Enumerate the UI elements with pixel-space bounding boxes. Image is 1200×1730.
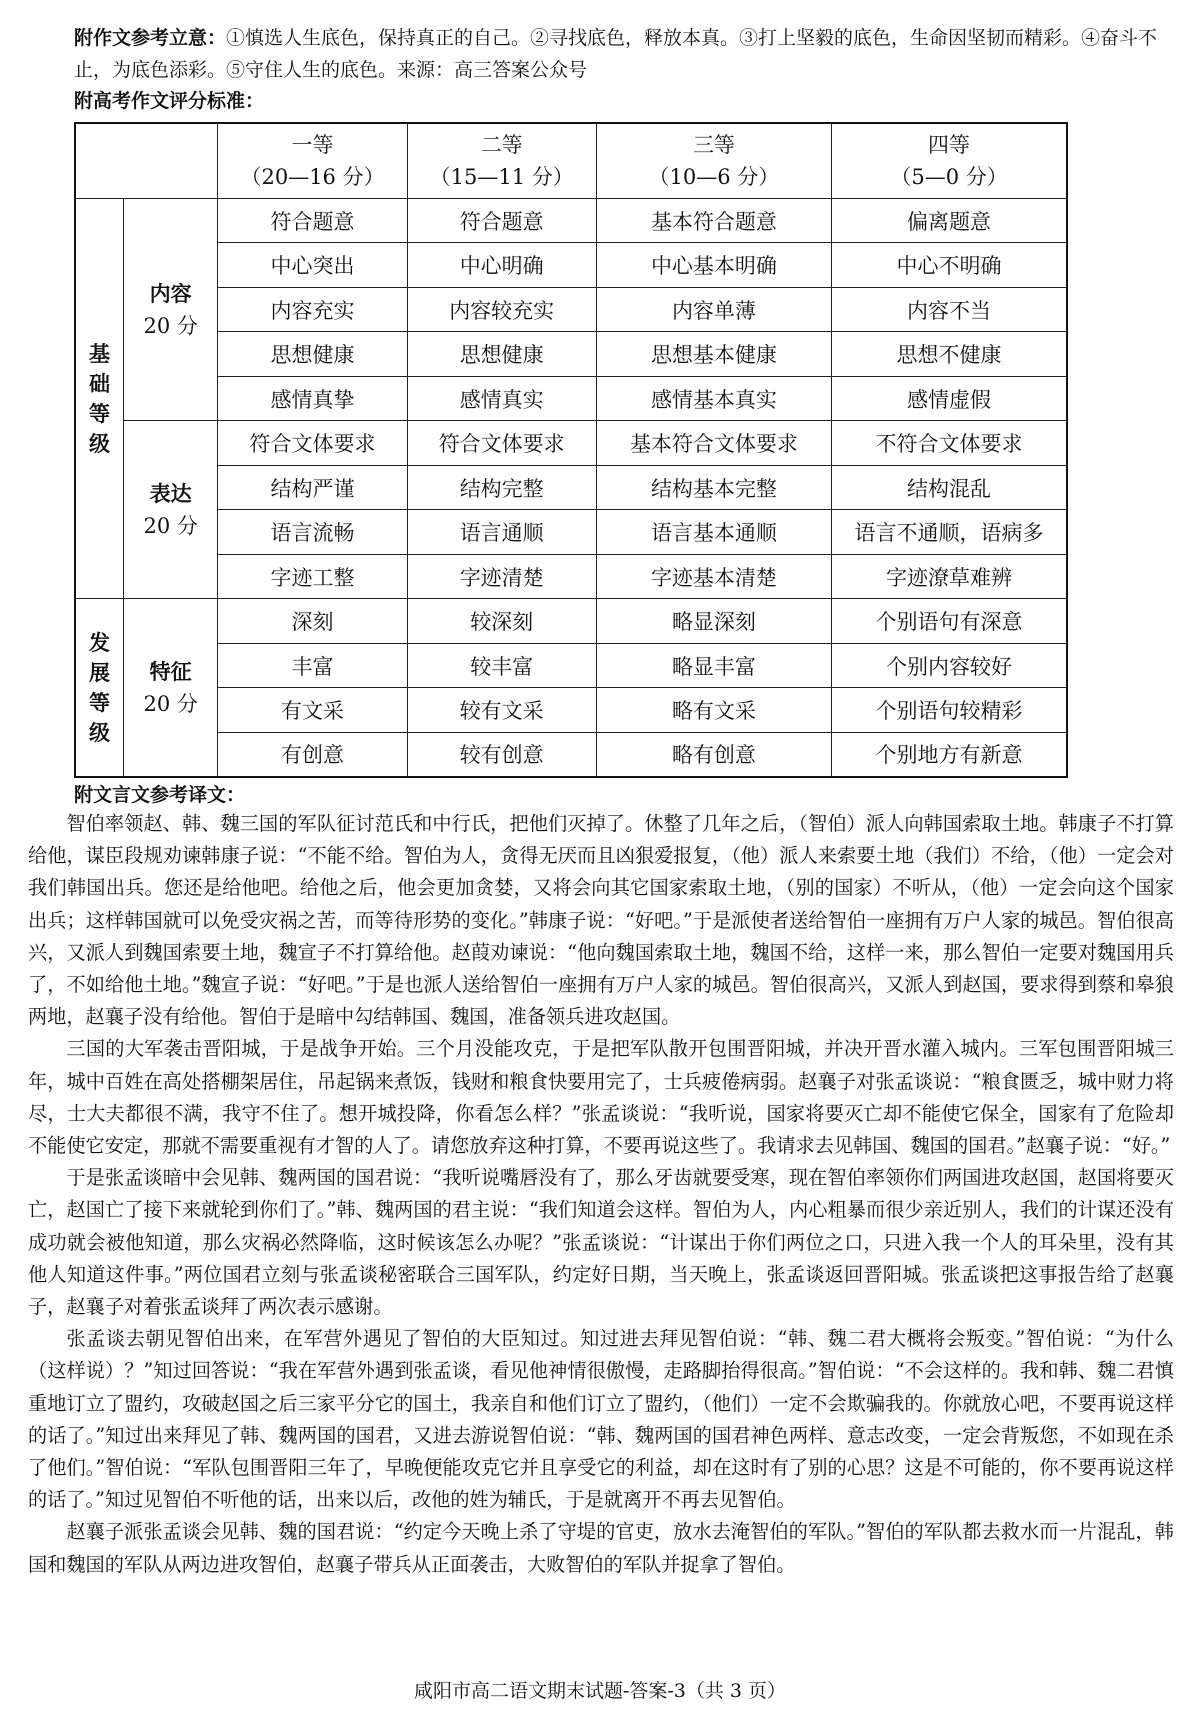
rubric-row [75, 198, 1067, 243]
criterion-cell: 语言流畅 [218, 510, 407, 555]
criterion-cell: 内容不当 [832, 287, 1067, 332]
rubric-row [75, 510, 1067, 555]
criterion-cell: 思想健康 [218, 332, 407, 377]
translation-paragraph: 张孟谈去朝见智伯出来，在军营外遇见了智伯的大臣知过。知过进去拜见智伯说：“韩、魏二君大概将会叛变。”智伯说：“为什么（这样说）？”知过回答说：“我在军营外遇到张孟谈，看见他神情很傲慢，走路脚抬得很高。”智伯说：“不会这样的。我和韩、魏二君慎重地订立了盟约，攻破赵国之后三家平分它的国土，我亲自和他们订立了盟约，（他们）一定不会欺骗我的。你就放心吧，不要再说这样的话了。”知过出来拜见了韩、魏两国的国君，又进去游说智伯说：“韩、魏两国的国君神色两样、意志改变，一定会背叛您，不如现在杀了他们。”智伯说：“军队包围晋阳三年了，早晚便能攻克它并且享受它的利益，却在这时有了别的心思？这是不可能的，你不要再说这样的话了。”知过见智伯不听他的话，出来以后，改他的姓为辅氏，于是就离开不再去见智伯。 [28, 1327, 1174, 1512]
criterion-cell: 符合题意 [218, 198, 407, 243]
section-name: 表达 [149, 481, 192, 506]
translation-paragraph: 智伯率领赵、韩、魏三国的军队征讨范氏和中行氏，把他们灭掉了。休整了几年之后，（智伯）派人向韩国索取土地。韩康子不打算给他，谋臣段规劝谏韩康子说：“不能不给。智伯为人，贪得无厌而且凶狠爱报复，（他）派人来索要土地（我们）不给，（他）一定会对我们韩国出兵。您还是给他吧。给他之后，他会更加贪婪，又将会向其它国家索取土地，（别的国家）不听从，（他）一定会向这个国家出兵；这样韩国就可以免受灾祸之苦，而等待形势的变化。”韩康子说：“好吧。”于是派使者送给智伯一座拥有万户人家的城邑。智伯很高兴，又派人到魏国索要土地，魏宣子不打算给他。赵葭劝谏说：“他向魏国索取土地，魏国不给，这样一来，那么智伯一定要对魏国用兵了，不如给他土地。”魏宣子说：“好吧。”于是也派人送给智伯一座拥有万户人家的城邑。智伯很高兴，又派人到赵国，要求得到蔡和皋狼两地，赵襄子没有给他。智伯于是暗中勾结韩国、魏国，准备领兵进攻赵国。 [28, 812, 1174, 1029]
section-name: 特征 [149, 659, 192, 684]
grade-header-cell [832, 123, 1067, 198]
rubric-row [75, 287, 1067, 332]
grade-name: 三等 [692, 132, 735, 157]
translation-title: 附文言文参考译文： [74, 784, 246, 806]
rubric-row [75, 465, 1067, 510]
grade-name: 一等 [291, 132, 334, 157]
criterion-cell: 中心不明确 [832, 243, 1067, 288]
section-score: 20 分 [143, 691, 198, 716]
criterion-cell: 略显丰富 [596, 643, 831, 688]
rubric-row [75, 376, 1067, 421]
criterion-cell: 字迹基本清楚 [596, 554, 831, 599]
grade-name: 四等 [928, 132, 971, 157]
criterion-cell: 基本符合题意 [596, 198, 831, 243]
criterion-cell: 较丰富 [407, 643, 596, 688]
criterion-cell: 略有创意 [596, 732, 831, 777]
criterion-cell: 中心明确 [407, 243, 596, 288]
criterion-cell: 语言基本通顺 [596, 510, 831, 555]
criterion-cell: 深刻 [218, 599, 407, 644]
criterion-cell: 有文采 [218, 688, 407, 733]
grade-header-cell [596, 123, 831, 198]
grade-range: （5—0 分） [890, 164, 1008, 189]
criterion-cell: 基本符合文体要求 [596, 421, 831, 466]
criterion-cell: 结构基本完整 [596, 465, 831, 510]
criterion-cell: 较有文采 [407, 688, 596, 733]
criterion-cell: 结构严谨 [218, 465, 407, 510]
criterion-cell: 内容单薄 [596, 287, 831, 332]
criterion-cell: 感情基本真实 [596, 376, 831, 421]
section-label-cell [123, 198, 218, 421]
criterion-cell: 丰富 [218, 643, 407, 688]
section-label-cell [123, 421, 218, 599]
criterion-cell: 思想基本健康 [596, 332, 831, 377]
criterion-cell: 个别语句有深意 [832, 599, 1067, 644]
criterion-cell: 语言通顺 [407, 510, 596, 555]
rubric-header-row [75, 123, 1067, 198]
criterion-cell: 符合文体要求 [218, 421, 407, 466]
criterion-cell: 感情真挚 [218, 376, 407, 421]
criterion-cell: 字迹工整 [218, 554, 407, 599]
criterion-cell: 较深刻 [407, 599, 596, 644]
rubric-table [74, 122, 1068, 778]
section-name: 内容 [149, 281, 192, 306]
grade-range: （20—16 分） [240, 164, 385, 189]
rubric-row [75, 643, 1067, 688]
rubric-row [75, 332, 1067, 377]
grade-header-cell [407, 123, 596, 198]
criterion-cell: 不符合文体要求 [832, 421, 1067, 466]
rubric-row [75, 599, 1067, 644]
rubric-corner-cell [75, 123, 218, 198]
grade-name: 二等 [480, 132, 523, 157]
grade-range: （15—11 分） [429, 164, 574, 189]
essay-theme-text: ①慎选人生底色，保持真正的自己。②寻找底色，释放本真。③打上坚毅的底色，生命因坚韧而精彩。④奋斗不止，为底色添彩。⑤守住人生的底色。来源：高三答案公众号 [74, 27, 1158, 81]
criterion-cell: 有创意 [218, 732, 407, 777]
criterion-cell: 中心基本明确 [596, 243, 831, 288]
essay-theme-label: 附作文参考立意： [74, 27, 227, 49]
criterion-cell: 思想健康 [407, 332, 596, 377]
section-score: 20 分 [143, 513, 198, 538]
translation-paragraph: 赵襄子派张孟谈会见韩、魏的国君说：“约定今天晚上杀了守堤的官吏，放水去淹智伯的军队。”智伯的军队都去救水而一片混乱，韩国和魏国的军队从两边进攻智伯，赵襄子带兵从正面袭击，大败智伯的军队并捉拿了智伯。 [28, 1520, 1174, 1576]
criterion-cell: 个别语句较精彩 [832, 688, 1067, 733]
level-label: 基础等级 [88, 341, 110, 456]
criterion-cell: 字迹清楚 [407, 554, 596, 599]
criterion-cell: 结构混乱 [832, 465, 1067, 510]
level-label-cell [75, 198, 123, 599]
criterion-cell: 内容充实 [218, 287, 407, 332]
section-score: 20 分 [143, 313, 198, 338]
translation-body [28, 808, 1174, 1581]
criterion-cell: 较有创意 [407, 732, 596, 777]
rubric-row [75, 243, 1067, 288]
criterion-cell: 符合题意 [407, 198, 596, 243]
criterion-cell: 符合文体要求 [407, 421, 596, 466]
criterion-cell: 个别内容较好 [832, 643, 1067, 688]
criterion-cell: 内容较充实 [407, 287, 596, 332]
section-label-cell [123, 599, 218, 777]
criterion-cell: 字迹潦草难辨 [832, 554, 1067, 599]
criterion-cell: 思想不健康 [832, 332, 1067, 377]
rubric-row [75, 732, 1067, 777]
rubric-row [75, 688, 1067, 733]
grade-header-cell [218, 123, 407, 198]
criterion-cell: 中心突出 [218, 243, 407, 288]
criterion-cell: 结构完整 [407, 465, 596, 510]
grade-range: （10—6 分） [648, 164, 780, 189]
rubric-row [75, 421, 1067, 466]
level-label: 发展等级 [88, 630, 110, 745]
criterion-cell: 偏离题意 [832, 198, 1067, 243]
criterion-cell: 语言不通顺，语病多 [832, 510, 1067, 555]
criterion-cell: 感情真实 [407, 376, 596, 421]
translation-paragraph: 三国的大军袭击晋阳城，于是战争开始。三个月没能攻克，于是把军队散开包围晋阳城，并决开晋水灌入城内。三军包围晋阳城三年，城中百姓在高处搭棚架居住，吊起锅来煮饭，钱财和粮食快要用完了，士兵疲倦病弱。赵襄子对张孟谈说：“粮食匮乏，城中财力将尽，士大夫都很不满，我守不住了。想开城投降，你看怎么样？”张孟谈说：“我听说，国家将要灭亡却不能使它保全，国家有了危险却不能使它安定，那就不需要重视有才智的人了。请您放弃这种打算，不要再说这些了。我请求去见韩国、魏国的国君。”赵襄子说：“好。” [28, 1037, 1174, 1158]
criterion-cell: 感情虚假 [832, 376, 1067, 421]
criterion-cell: 个别地方有新意 [832, 732, 1067, 777]
level-label-cell [75, 599, 123, 777]
criterion-cell: 略有文采 [596, 688, 831, 733]
rubric-title: 附高考作文评分标准： [74, 90, 265, 112]
translation-paragraph: 于是张孟谈暗中会见韩、魏两国的国君说：“我听说嘴唇没有了，那么牙齿就要受寒，现在智伯率领你们两国进攻赵国，赵国将要灭亡，赵国亡了接下来就轮到你们了。”韩、魏两国的君主说：“我们知道会这样。智伯为人，内心粗暴而很少亲近别人，我们的计谋还没有成功就会被他知道，那么灾祸必然降临，这时候该怎么办呢？”张孟谈说：“计谋出于你们两位之口，只进入我一个人的耳朵里，没有其他人知道这件事。”两位国君立刻与张孟谈秘密联合三国军队，约定好日期，当天晚上，张孟谈返回晋阳城。张孟谈把这事报告给了赵襄子，赵襄子对着张孟谈拜了两次表示感谢。 [28, 1166, 1174, 1319]
criterion-cell: 略显深刻 [596, 599, 831, 644]
rubric-row [75, 554, 1067, 599]
essay-theme-section [74, 22, 1174, 86]
page-footer: 咸阳市高二语文期末试题-答案-3（共 3 页） [413, 1680, 787, 1702]
